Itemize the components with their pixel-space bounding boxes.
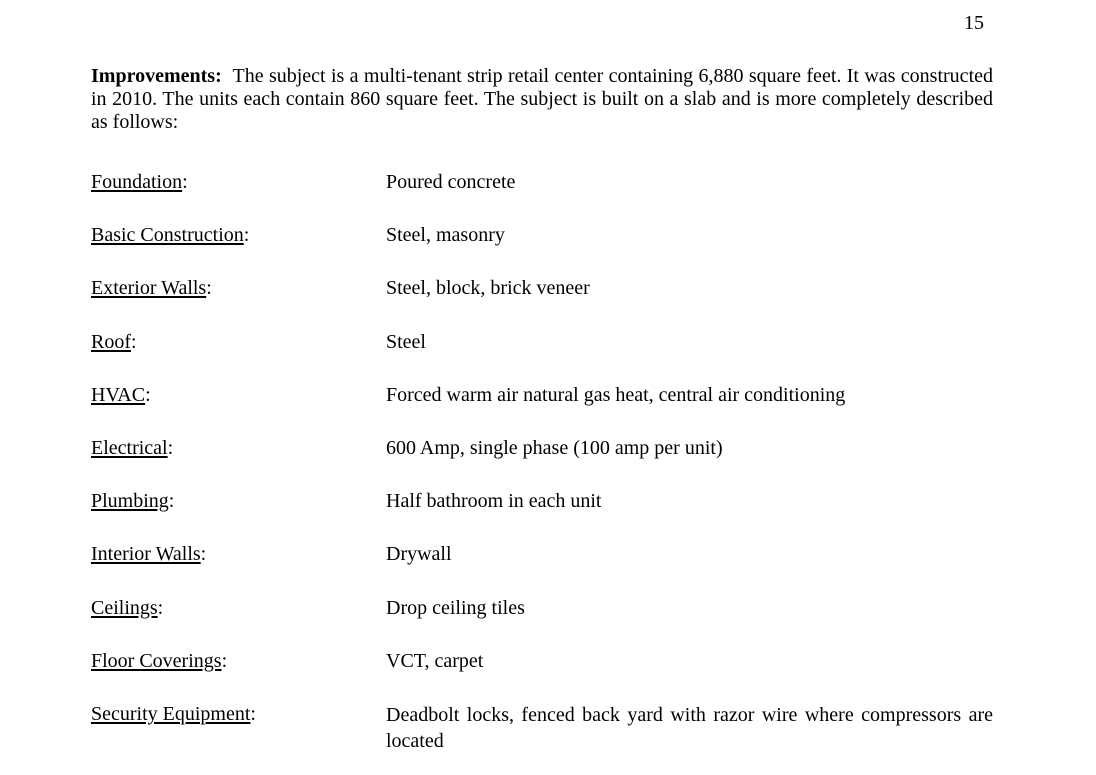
spec-row-ceilings	[91, 596, 993, 649]
spec-label: Security Equipment:	[91, 702, 256, 725]
spec-label: HVAC:	[91, 383, 151, 406]
spec-row-interior-walls	[91, 542, 993, 595]
spec-row-electrical	[91, 436, 993, 489]
spec-label-text: Basic Construction	[91, 224, 244, 247]
spec-row-plumbing	[91, 489, 993, 542]
spec-label-text: Plumbing	[91, 490, 169, 513]
spec-label: Ceilings:	[91, 596, 164, 619]
spec-value: Steel, block, brick veneer	[386, 277, 590, 300]
spec-label: Foundation:	[91, 171, 188, 193]
improvements-text: The subject is a multi-tenant strip retail center containing 6,880 square feet. It was constructed in 2010. The units each contain 860 square feet. The subject is built on a slab and is more completely described as follows:	[91, 65, 993, 133]
spec-value: Forced warm air natural gas heat, central air conditioning	[386, 383, 846, 406]
spec-value: Drywall	[386, 543, 452, 566]
spec-row-roof	[91, 330, 993, 383]
spec-label-text: HVAC	[91, 383, 146, 406]
spec-label-text: Electrical	[91, 436, 168, 459]
spec-value: Drop ceiling tiles	[386, 596, 525, 619]
spec-label-text: Foundation	[91, 171, 183, 193]
spec-label: Electrical:	[91, 436, 174, 459]
spec-label: Floor Coverings:	[91, 649, 228, 672]
spec-value: Half bathroom in each unit	[386, 490, 602, 513]
spec-label: Basic Construction:	[91, 224, 250, 247]
spec-value: VCT, carpet	[386, 649, 484, 672]
spec-value: Steel	[386, 330, 426, 353]
spec-label-text: Ceilings	[91, 596, 158, 619]
spec-row-floor-coverings	[91, 649, 993, 702]
spec-label: Roof:	[91, 330, 137, 353]
spec-row-exterior-walls	[91, 276, 993, 329]
spec-label: Exterior Walls:	[91, 277, 212, 300]
spec-value: Deadbolt locks, fenced back yard with razor wire where compressors are located	[386, 703, 993, 752]
spec-label: Interior Walls:	[91, 543, 207, 566]
spec-value: Steel, masonry	[386, 224, 505, 247]
spec-value: 600 Amp, single phase (100 amp per unit)	[386, 436, 723, 459]
spec-row-security-equipment	[91, 702, 993, 755]
improvements-paragraph	[91, 65, 993, 134]
spec-label-text: Roof	[91, 330, 131, 353]
spec-row-basic-construction	[91, 223, 993, 276]
spec-value: Poured concrete	[386, 171, 516, 193]
spec-label-text: Exterior Walls	[91, 277, 207, 300]
improvements-heading: Improvements:	[91, 65, 222, 87]
spec-row-hvac	[91, 383, 993, 436]
spec-label-text: Floor Coverings	[91, 649, 222, 672]
spec-label: Plumbing:	[91, 490, 175, 513]
spec-label-text: Interior Walls	[91, 543, 201, 566]
improvements-spec-list	[91, 170, 993, 755]
spec-row-foundation	[91, 170, 993, 223]
spec-label-text: Security Equipment	[91, 702, 251, 725]
page-number: 15	[964, 12, 984, 34]
